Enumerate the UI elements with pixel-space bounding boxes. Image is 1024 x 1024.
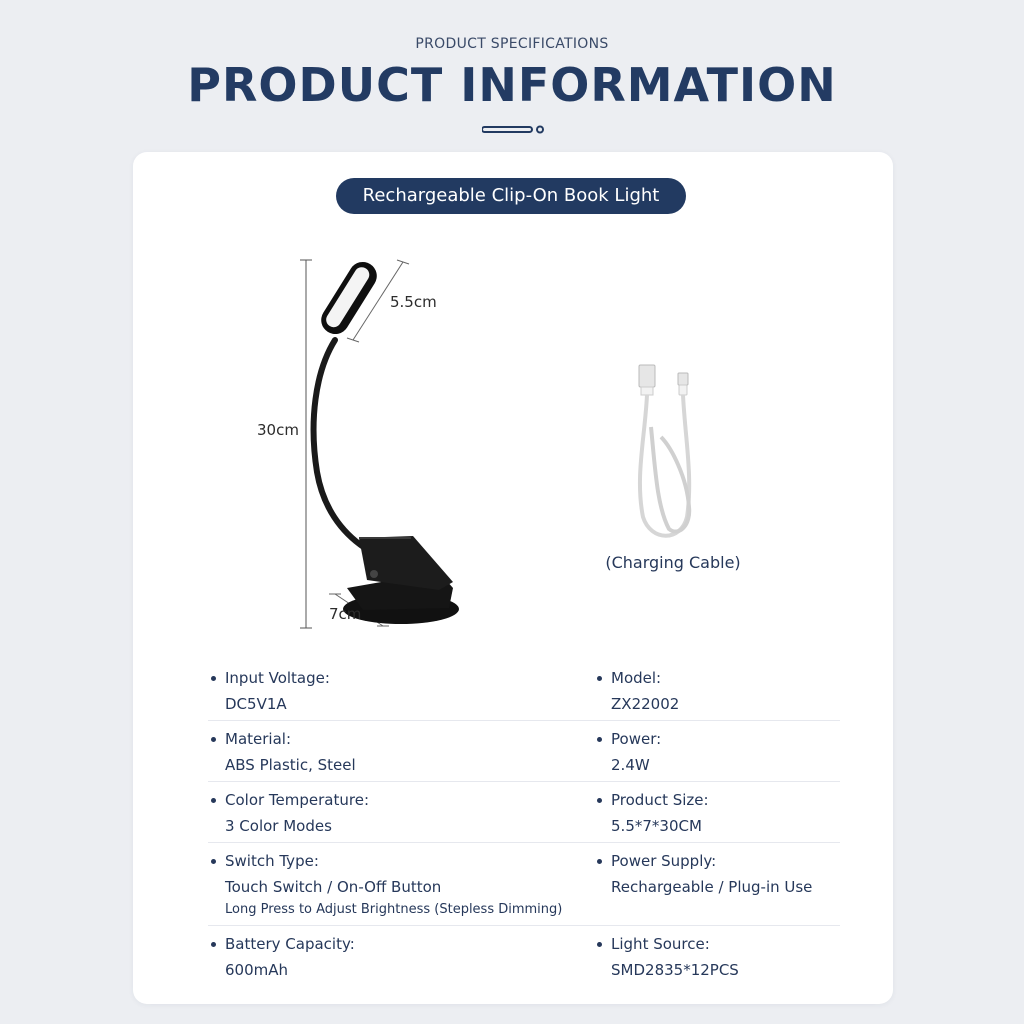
spec-value: SMD2835*12PCS (611, 961, 739, 979)
spec-label: Color Temperature: (225, 791, 370, 809)
spec-row (208, 660, 840, 721)
page-title: PRODUCT INFORMATION (187, 58, 837, 112)
title-underline-decoration (482, 124, 546, 136)
book-light-illustration (243, 252, 483, 642)
spec-item (594, 790, 840, 836)
spec-item (208, 790, 594, 836)
spec-value: ZX22002 (611, 695, 680, 713)
spec-value: 5.5*7*30CM (611, 817, 702, 835)
spec-row (208, 782, 840, 843)
spec-label: Battery Capacity: (225, 935, 355, 953)
spec-note: Long Press to Adjust Brightness (Stepless Dimming) (225, 902, 563, 917)
spec-value: DC5V1A (225, 695, 287, 713)
product-name-pill: Rechargeable Clip-On Book Light (336, 178, 686, 214)
product-card (133, 152, 893, 1004)
spec-item (208, 934, 594, 980)
spec-label: Input Voltage: (225, 669, 330, 687)
spec-item (594, 729, 840, 775)
spec-item (208, 668, 594, 714)
spec-value: 3 Color Modes (225, 817, 332, 835)
spec-value: ABS Plastic, Steel (225, 756, 356, 774)
spec-label: Product Size: (611, 791, 709, 809)
spec-label: Switch Type: (225, 852, 319, 870)
spec-item (208, 851, 594, 919)
eyebrow-text: PRODUCT SPECIFICATIONS (415, 36, 609, 52)
spec-row (208, 843, 840, 926)
spec-table (208, 660, 840, 986)
spec-value: Rechargeable / Plug-in Use (611, 878, 813, 896)
charging-cable-icon (631, 357, 711, 547)
spec-value: 2.4W (611, 756, 650, 774)
spec-item (208, 729, 594, 775)
charging-cable-caption: (Charging Cable) (605, 553, 741, 572)
spec-item (594, 934, 840, 980)
spec-label: Material: (225, 730, 291, 748)
spec-value: 600mAh (225, 961, 289, 979)
spec-value: Touch Switch / On-Off Button (225, 878, 442, 896)
height-dimension: 30cm (257, 421, 299, 439)
spec-row (208, 721, 840, 782)
spec-row (208, 926, 840, 986)
spec-item (594, 668, 840, 714)
spec-label: Model: (611, 669, 662, 687)
spec-label: Power Supply: (611, 852, 717, 870)
spec-item (594, 851, 840, 919)
spec-label: Light Source: (611, 935, 710, 953)
base-dimension: 7cm (329, 605, 362, 623)
head-width-dimension: 5.5cm (390, 293, 437, 311)
spec-label: Power: (611, 730, 662, 748)
